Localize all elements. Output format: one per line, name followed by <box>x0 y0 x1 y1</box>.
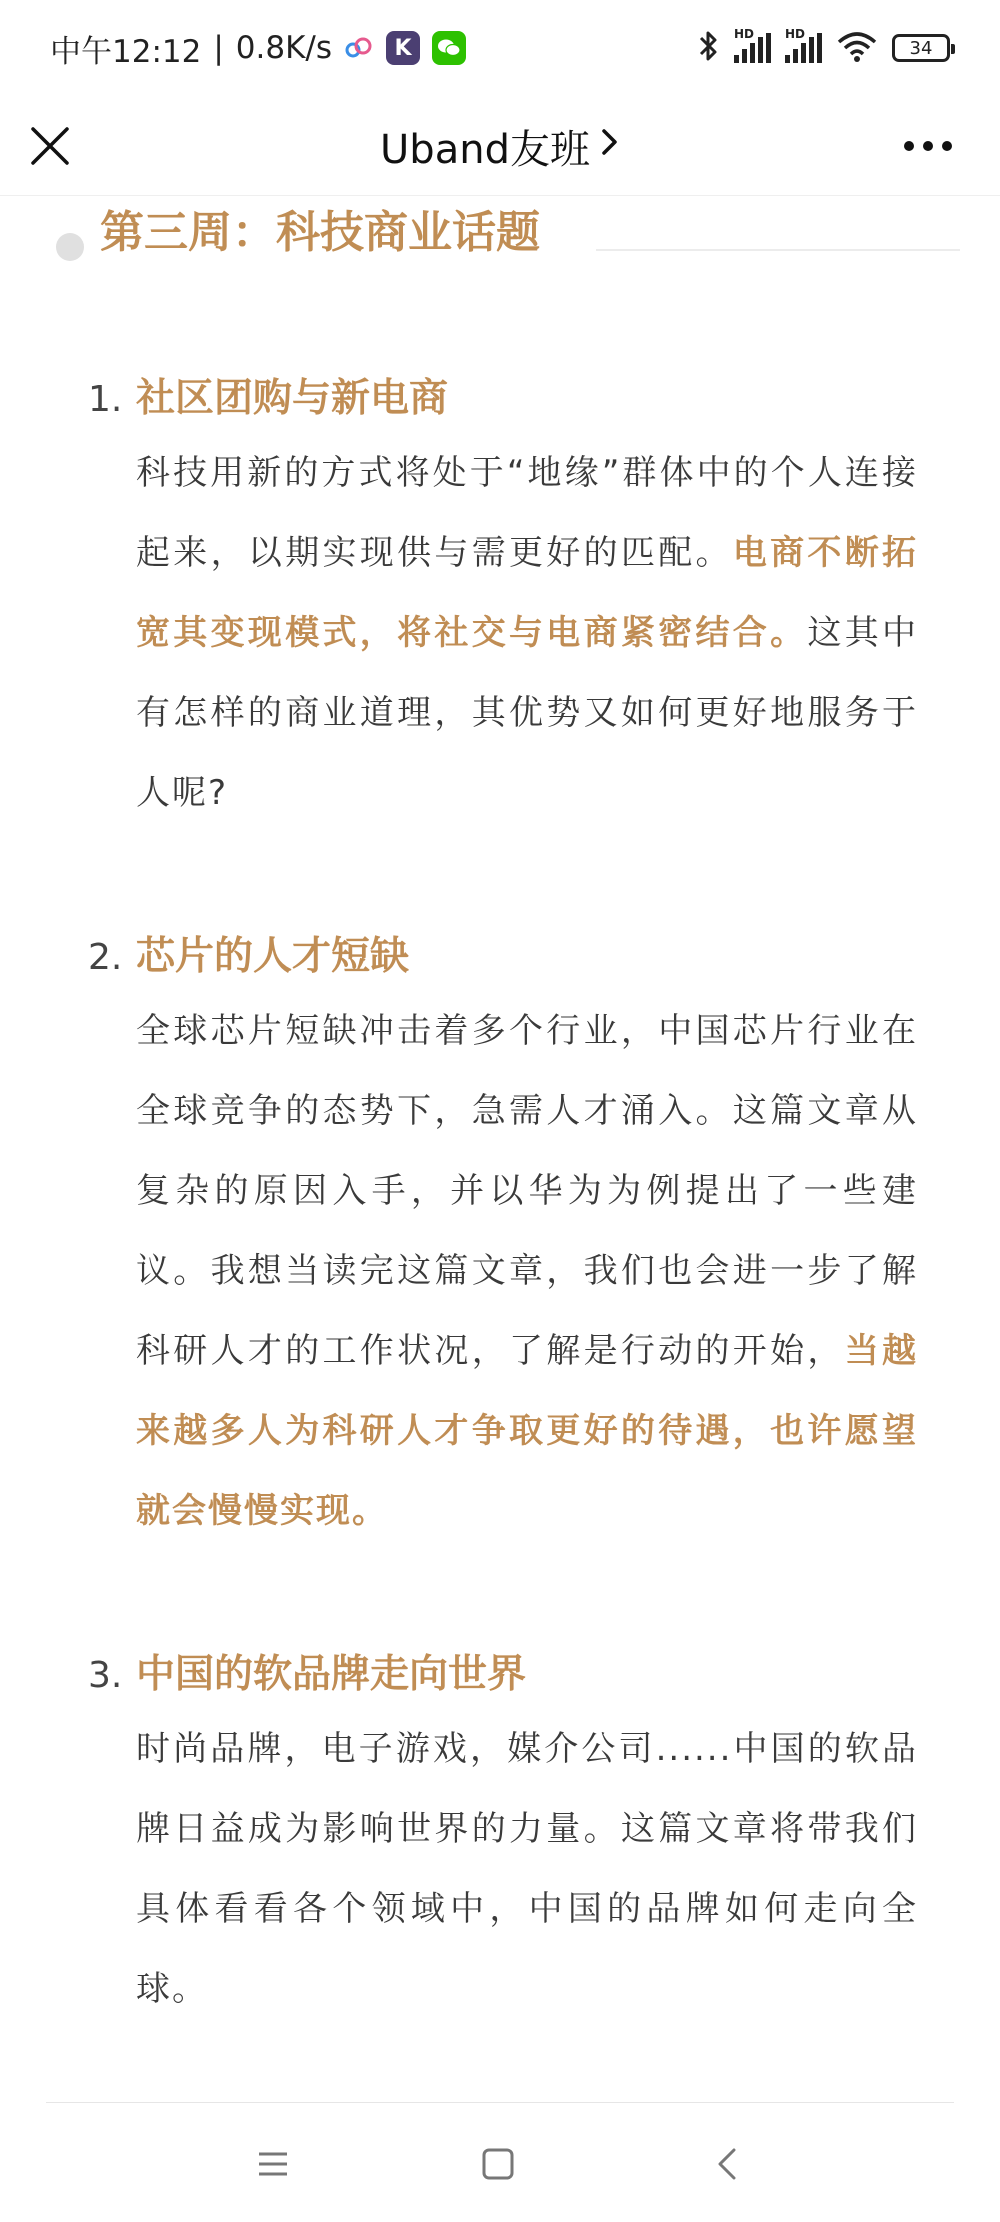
item-number: 3. <box>88 1655 123 1696</box>
status-speed: 0.8K/s <box>235 30 333 66</box>
list-item <box>88 925 918 1551</box>
chevron-right-icon <box>600 123 620 169</box>
signal-icon <box>785 27 822 63</box>
signal-hd-label: HD <box>785 27 806 41</box>
status-right <box>698 29 950 67</box>
status-separator: | <box>213 30 224 66</box>
item-title: 中国的软品牌走向世界 <box>136 1652 527 1697</box>
item-body <box>136 991 918 1551</box>
status-bar <box>0 0 1000 96</box>
list-item <box>88 1643 918 2029</box>
week-title: 第三周：科技商业话题 <box>100 207 540 258</box>
article-content <box>0 197 1000 2097</box>
signal-hd-label: HD <box>734 27 755 41</box>
wechat-icon <box>432 31 466 65</box>
item-header <box>88 367 918 427</box>
battery-level: 34 <box>909 37 933 59</box>
item-body <box>136 1709 918 2029</box>
body-text: 这其中有怎样的商业道理，其优势又如何更好地服务于人呢? <box>136 613 919 813</box>
nav-title-button[interactable] <box>0 96 1000 196</box>
wifi-icon <box>836 30 878 66</box>
k-app-icon: K <box>386 31 420 65</box>
more-icon[interactable] <box>904 136 964 156</box>
item-header <box>88 925 918 985</box>
item-title: 社区团购与新电商 <box>136 376 449 421</box>
item-title: 芯片的人才短缺 <box>136 934 410 979</box>
signal-icon <box>734 27 771 63</box>
status-time: 中午12:12 <box>50 33 202 70</box>
body-highlight: 当越来越多人为科研人才争取更好的待遇，也许愿望就会慢慢实现。 <box>136 1331 919 1531</box>
back-icon[interactable] <box>708 2144 748 2184</box>
body-text: 时尚品牌，电子游戏，媒介公司......中国的软品牌日益成为影响世界的力量。这篇文章将带我们具体看看各个领域中，中国的品牌如何走向全球。 <box>136 1729 918 2009</box>
item-number: 1. <box>88 379 123 420</box>
body-text: 全球芯片短缺冲击着多个行业，中国芯片行业在全球竞争的态势下，急需人才涌入。这篇文章从复杂的原因入手，并以华为为例提出了一些建议。我想当读完这篇文章，我们也会进一步了解科研人才的工作状况，了解是行动的开始， <box>136 1011 918 1371</box>
system-nav-bar <box>0 2104 1000 2222</box>
menu-icon[interactable] <box>253 2144 293 2184</box>
bottom-divider <box>46 2102 954 2103</box>
battery-icon <box>892 34 950 62</box>
list-item <box>88 367 918 833</box>
cloud-sync-icon <box>344 30 374 66</box>
item-body <box>136 433 918 833</box>
page-title: Uband友班 <box>380 126 590 173</box>
item-number: 2. <box>88 937 123 978</box>
heading-divider <box>596 249 960 251</box>
home-icon[interactable] <box>478 2144 518 2184</box>
item-header <box>88 1643 918 1703</box>
status-left <box>50 26 466 71</box>
body-highlight: 电商不断拓宽其变现模式，将社交与电商紧密结合。 <box>136 533 919 653</box>
bullet-dot-icon <box>56 233 84 261</box>
nav-bar <box>0 96 1000 196</box>
week-heading <box>56 203 956 263</box>
bluetooth-icon <box>698 29 720 67</box>
body-text: 科技用新的方式将处于“地缘”群体中的个人连接起来，以期实现供与需更好的匹配。 <box>136 453 918 573</box>
